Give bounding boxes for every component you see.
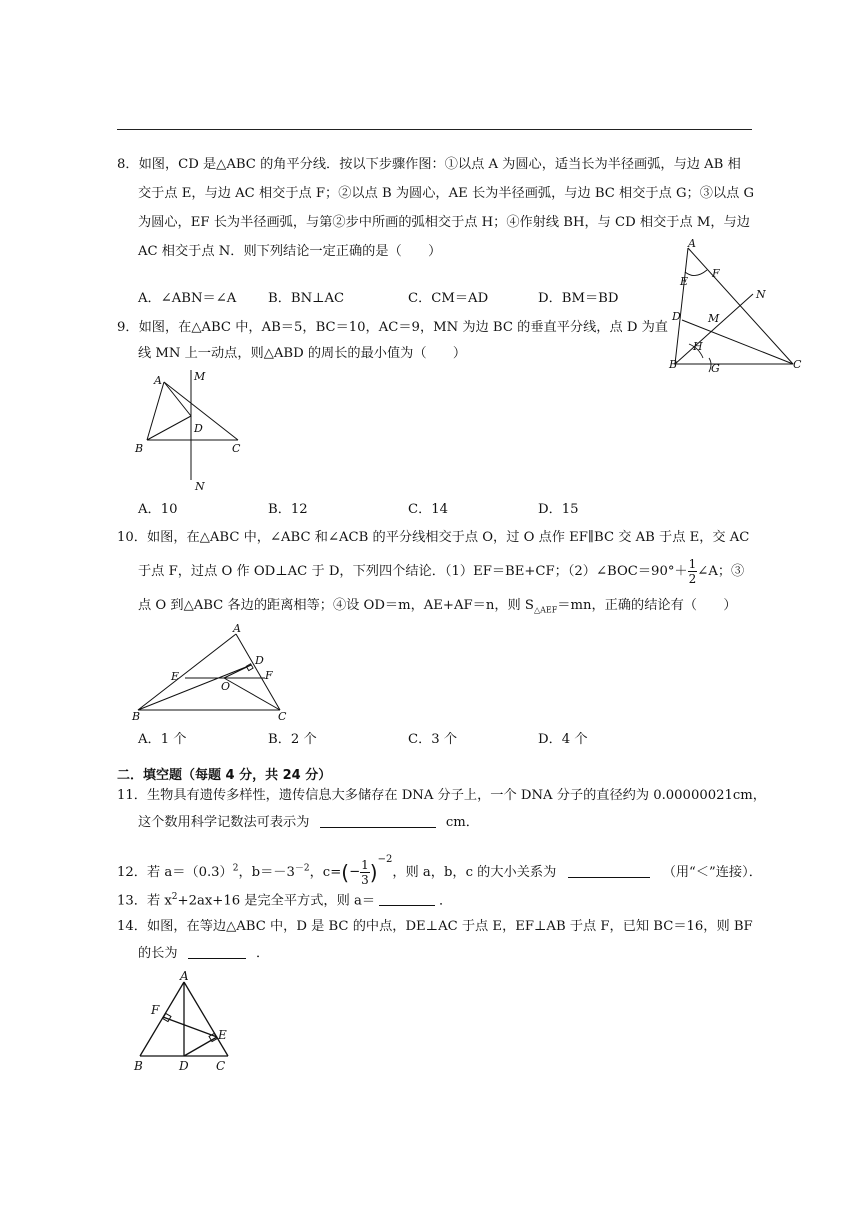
q10-option-b: B．2 个 (268, 732, 317, 747)
q14-line-2b: ． (255, 946, 270, 961)
q10-line-3-sub: △AEF (533, 605, 558, 615)
q10-label-e: E (171, 670, 180, 683)
q12-mid-2: ，c= (309, 865, 342, 880)
q10-frac-den: 2 (688, 572, 697, 586)
q12-suffix: （用“＜”连接）． (662, 865, 762, 880)
q8-label-c: C (793, 358, 802, 371)
q10-label-c: C (278, 710, 287, 723)
q8-label-n: N (756, 288, 766, 301)
q14-label-b: B (134, 1059, 143, 1073)
q12-mid-1: ，b＝－3 (238, 865, 295, 880)
q8-label-d: D (672, 310, 681, 323)
q14-answer-blank[interactable] (188, 946, 246, 959)
q10-label-d: D (255, 654, 264, 667)
q10-option-c: C．3 个 (408, 732, 458, 747)
q11-answer-blank[interactable] (320, 815, 436, 828)
q8-line-4: AC 相交于点 N．则下列结论一定正确的是（ ） (138, 244, 442, 259)
q14-label-c: C (216, 1059, 226, 1073)
q9-line-2: 线 MN 上一动点，则△ABD 的周长的最小值为（ ） (138, 346, 467, 361)
q8-label-h: H (693, 340, 703, 353)
q12-sup-3: −2 (377, 854, 393, 865)
q13-prefix: 13．若 x (117, 893, 172, 909)
q9-option-c: C．14 (408, 502, 449, 517)
q12-frac-den: 3 (361, 873, 369, 887)
q14-figure (130, 970, 240, 1078)
q8-line-1: 8．如图，CD 是△ABC 的角平分线．按以下步骤作图：①以点 A 为圆心，适当长为半径画弧，与边 AB 相 (117, 157, 741, 172)
q10-line-3b: ＝mn，正确的结论有（ ） (557, 598, 737, 613)
q8-option-d: D．BM＝BD (538, 291, 619, 306)
q12-frac-num: 1 (361, 858, 369, 872)
q13-mid: +2ax+16 是完全平方式，则 a＝ (177, 893, 376, 909)
q13-suffix: ． (439, 893, 453, 909)
q9-label-b: B (135, 442, 144, 455)
section-fill-in-blank-title: 二．填空题（每题 4 分，共 24 分） (117, 768, 332, 783)
q13-sup: 2 (171, 892, 178, 902)
q8-line-3: 为圆心，EF 长为半径画弧，与第②步中所画的弧相交于点 H；④作射线 BH，与 CD 相交于点 M，与边 (138, 215, 750, 230)
q9-figure (132, 368, 252, 494)
q14-label-d: D (179, 1059, 189, 1073)
q12-paren-close: ) (369, 860, 378, 885)
q10-label-o: O (221, 680, 231, 693)
q10-line-2 (138, 556, 744, 588)
q9-label-c: C (232, 442, 241, 455)
q8-label-b: B (669, 358, 678, 371)
q14-line-2a: 的长为 (138, 946, 178, 961)
q14-label-a: A (180, 969, 189, 983)
q10-line-1: 10．如图，在△ABC 中，∠ABC 和∠ACB 的平分线相交于点 O，过 O 点作 EF∥BC 交 AB 于点 E，交 AC (117, 530, 750, 545)
q8-option-b: B．BN⊥AC (268, 291, 345, 306)
q9-option-b: B．12 (268, 502, 308, 517)
q8-option-c: C．CM＝AD (408, 291, 489, 306)
q11-line-2a: 这个数用科学记数法可表示为 (138, 815, 310, 830)
q12-prefix: 12．若 a＝（0.3） (117, 865, 233, 880)
q13-line (117, 893, 452, 908)
q9-line-1: 9．如图，在△ABC 中，AB＝5，BC＝10，AC＝9，MN 为边 BC 的垂直平分线，点 D 为直 (117, 320, 668, 335)
q12-sign: − (349, 864, 361, 880)
q14-label-f: F (151, 1003, 160, 1017)
q8-option-a: A．∠ABN＝∠A (138, 291, 237, 306)
q12-mid-3: ，则 a，b，c 的大小关系为 (392, 865, 557, 880)
q8-label-g: G (711, 362, 720, 375)
q10-label-f: F (265, 669, 273, 682)
q14-label-e: E (218, 1028, 227, 1042)
q8-label-f: F (712, 267, 720, 280)
q10-option-a: A．1 个 (138, 732, 187, 747)
q9-label-n: N (195, 480, 205, 493)
q10-line-3 (138, 599, 737, 615)
q11-line-2 (138, 815, 479, 829)
q9-label-a: A (154, 374, 162, 387)
q13-answer-blank[interactable] (379, 893, 435, 906)
q10-figure (128, 622, 293, 722)
q11-line-1: 11．生物具有遗传多样性，遗传信息大多储存在 DNA 分子上，一个 DNA 分子的直径约为 0.00000021cm， (117, 788, 766, 803)
q12-paren-open: ( (341, 860, 350, 885)
q8-label-a: A (688, 237, 696, 250)
q12-line (117, 842, 762, 887)
header-rule (117, 129, 752, 130)
q12-sup-2: －2 (294, 863, 310, 874)
q9-option-a: A．10 (138, 502, 178, 517)
q8-label-m: M (708, 312, 720, 325)
q10-fraction (688, 558, 698, 585)
q10-line-2a: 于点 F，过点 O 作 OD⊥AC 于 D，下列四个结论．（1）EF＝BE+CF；（2）∠BOC＝90°＋ (138, 564, 688, 579)
q10-line-2b: ∠A；③ (697, 564, 745, 579)
q10-label-a: A (233, 622, 241, 635)
q12-answer-blank[interactable] (568, 865, 650, 878)
q8-figure (665, 238, 810, 378)
q11-line-2b: cm． (445, 815, 479, 830)
q10-label-b: B (132, 710, 141, 723)
q14-line-2 (138, 946, 269, 960)
q10-frac-num: 1 (688, 557, 697, 571)
q12-sup-1: 2 (232, 863, 239, 874)
q9-option-d: D．15 (538, 502, 579, 517)
q8-line-2: 交于点 E，与边 AC 相交于点 F；②以点 B 为圆心，AE 长为半径画弧，与边 BC 相交于点 G；③以点 G (138, 186, 754, 201)
q9-label-d: D (194, 422, 203, 435)
q14-line-1: 14．如图，在等边△ABC 中，D 是 BC 的中点，DE⊥AC 于点 E，EF⊥AB 于点 F，已知 BC＝16，则 BF (117, 919, 753, 934)
q8-label-e: E (680, 275, 689, 288)
q12-fraction (360, 859, 370, 886)
q9-label-m: M (194, 370, 206, 383)
q10-option-d: D．4 个 (538, 732, 588, 747)
q10-line-3a: 点 O 到△ABC 各边的距离相等；④设 OD＝m，AE+AF＝n，则 S (138, 598, 534, 613)
